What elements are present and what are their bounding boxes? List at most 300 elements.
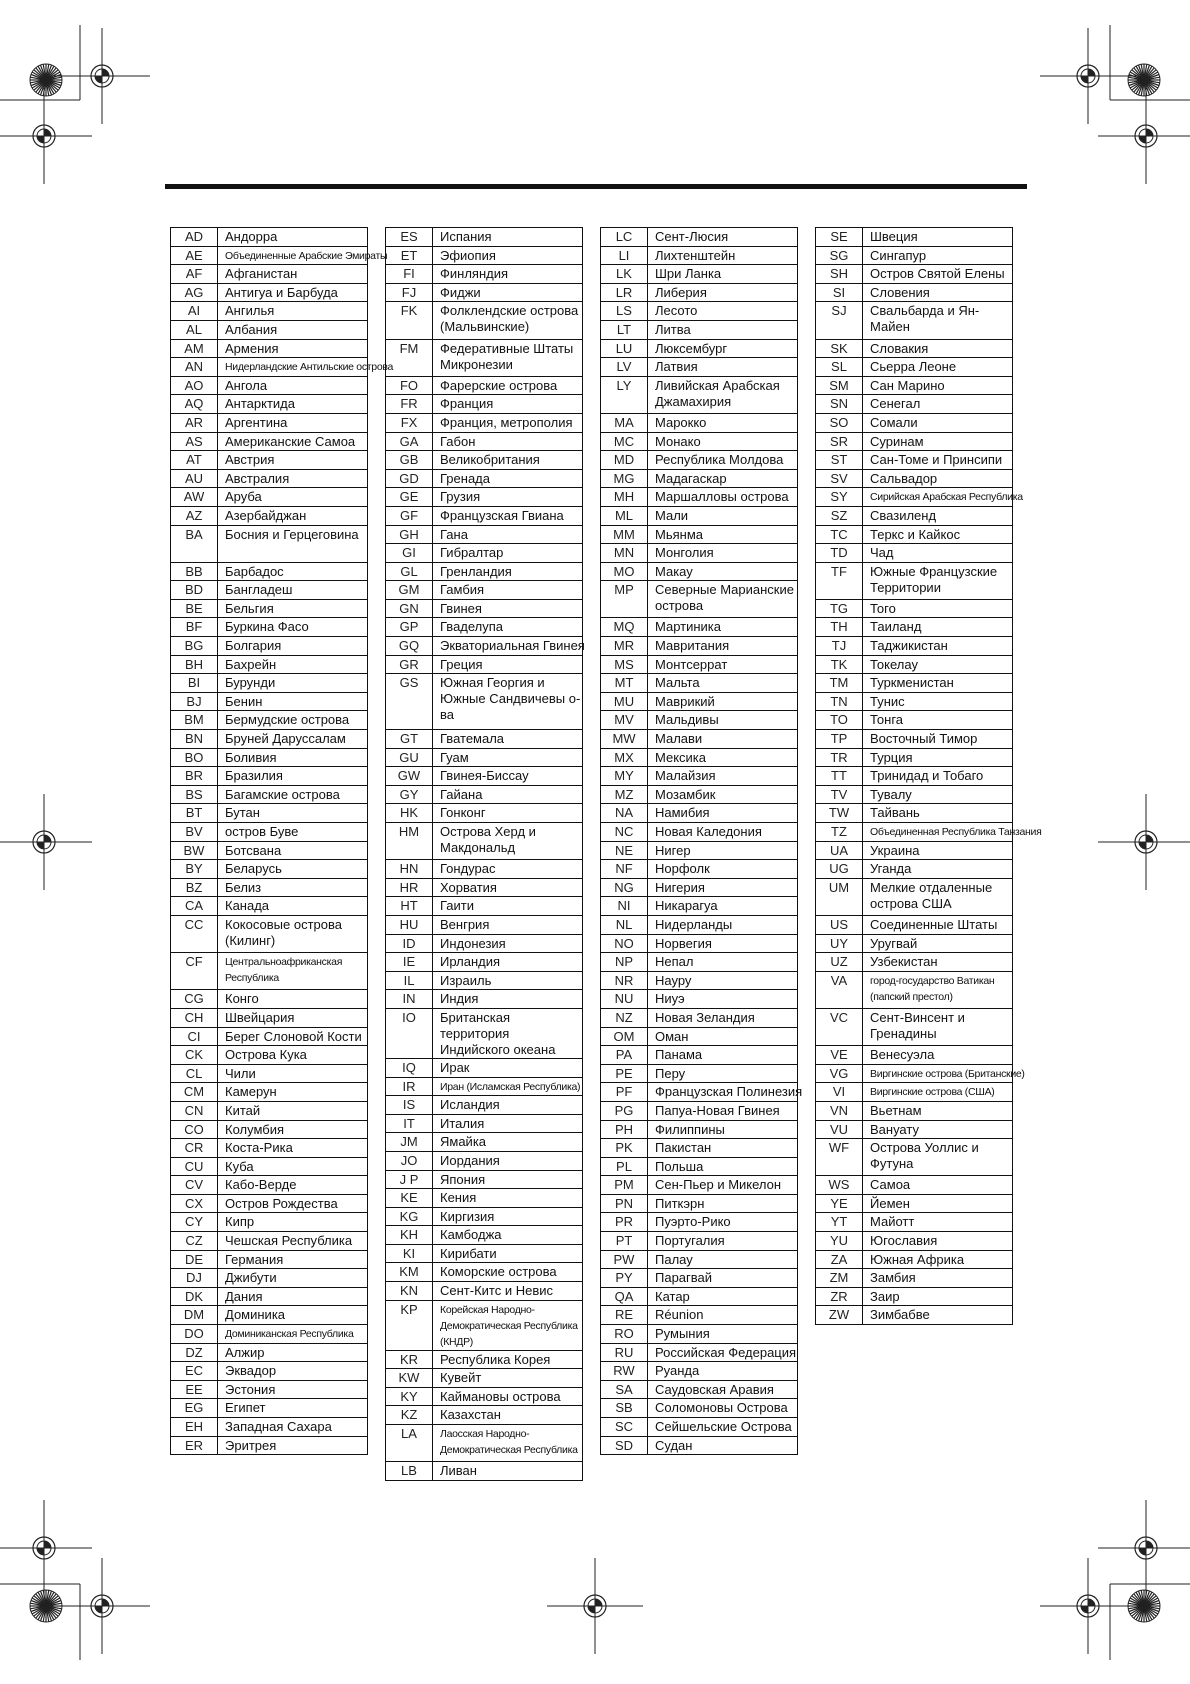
country-code: MO <box>601 562 648 581</box>
country-code: PE <box>601 1064 648 1083</box>
country-code: LA <box>386 1425 433 1462</box>
table-row <box>816 1176 1013 1195</box>
country-name: Марокко <box>648 413 798 432</box>
table-row <box>386 562 583 581</box>
country-code: CM <box>171 1083 218 1102</box>
country-name: Бангладеш <box>218 581 368 600</box>
table-row <box>171 581 368 600</box>
country-name: Ливийская Арабская Джамахирия <box>648 376 798 413</box>
country-name: Новая Зеландия <box>648 1008 798 1027</box>
starburst-icon <box>30 64 62 96</box>
country-code: PL <box>601 1157 648 1176</box>
country-name: Дания <box>218 1287 368 1306</box>
registration-target-icon <box>547 1558 643 1654</box>
country-name: Центральноафриканская Республика <box>218 953 368 990</box>
country-code: NO <box>601 934 648 953</box>
table-row <box>386 581 583 600</box>
country-name: Пакистан <box>648 1139 798 1158</box>
country-code: CY <box>171 1213 218 1232</box>
country-code: LY <box>601 376 648 413</box>
starburst-icon <box>1128 64 1160 96</box>
table-row <box>816 804 1013 823</box>
country-code: JM <box>386 1133 433 1152</box>
country-name: Судан <box>648 1436 798 1455</box>
country-code: CO <box>171 1120 218 1139</box>
country-code: LI <box>601 246 648 265</box>
country-code: LS <box>601 302 648 321</box>
table-row <box>816 488 1013 507</box>
country-code: ZM <box>816 1269 863 1288</box>
table-row <box>171 767 368 786</box>
country-name: Острова Уоллис и Футуна <box>863 1139 1013 1176</box>
country-code: ST <box>816 451 863 470</box>
country-code: GH <box>386 525 433 544</box>
table-row <box>171 1362 368 1381</box>
country-name: Фолклендские острова (Мальвинские) <box>433 302 583 339</box>
table-row <box>601 767 798 786</box>
country-code: KZ <box>386 1406 433 1425</box>
country-name: Монако <box>648 432 798 451</box>
table-row <box>386 525 583 544</box>
table-row <box>171 283 368 302</box>
country-code: CH <box>171 1008 218 1027</box>
country-name: Конго <box>218 990 368 1009</box>
country-code: FM <box>386 339 433 376</box>
country-name: Шри Ланка <box>648 265 798 284</box>
table-row <box>386 1244 583 1263</box>
country-name: Науру <box>648 971 798 990</box>
country-code: BV <box>171 823 218 842</box>
table-row <box>171 1399 368 1418</box>
country-name: Réunion <box>648 1306 798 1325</box>
country-code: AO <box>171 376 218 395</box>
country-name: Французская Гвиана <box>433 506 583 525</box>
country-name: Корейская Народно-Демократическая Республика (КНДР) <box>433 1300 583 1350</box>
country-name: Чешская Республика <box>218 1232 368 1251</box>
country-name: Ирак <box>433 1058 583 1077</box>
country-name: Макау <box>648 562 798 581</box>
table-row <box>816 1213 1013 1232</box>
table-row <box>386 1369 583 1388</box>
country-code: GI <box>386 544 433 563</box>
country-code: GU <box>386 748 433 767</box>
country-code: AW <box>171 488 218 507</box>
country-name: Габон <box>433 432 583 451</box>
country-code: AL <box>171 320 218 339</box>
country-name: Япония <box>433 1170 583 1189</box>
country-name: Швеция <box>863 228 1013 247</box>
country-name: Нидерландские Антильские острова <box>218 358 368 377</box>
country-code: HM <box>386 823 433 860</box>
country-name: Мальта <box>648 674 798 693</box>
country-code: TH <box>816 618 863 637</box>
country-name: Либерия <box>648 283 798 302</box>
table-row <box>601 432 798 451</box>
table-row <box>601 469 798 488</box>
country-name: Литва <box>648 320 798 339</box>
country-code: NF <box>601 860 648 879</box>
country-name: Перу <box>648 1064 798 1083</box>
country-name: остров Буве <box>218 823 368 842</box>
country-name: Йемен <box>863 1194 1013 1213</box>
country-name: Бермудские острова <box>218 711 368 730</box>
table-row <box>816 376 1013 395</box>
country-name: Туркменистан <box>863 674 1013 693</box>
table-row <box>601 748 798 767</box>
table-row <box>601 1325 798 1344</box>
country-name: Мартиника <box>648 618 798 637</box>
country-code: SL <box>816 358 863 377</box>
table-row <box>601 1250 798 1269</box>
table-row <box>171 878 368 897</box>
country-name: Таджикистан <box>863 637 1013 656</box>
country-name: Сейшельские Острова <box>648 1418 798 1437</box>
country-code: IR <box>386 1077 433 1096</box>
country-code: MS <box>601 655 648 674</box>
country-name: Южные Французские Территории <box>863 562 1013 599</box>
country-name: Фарерские острова <box>433 376 583 395</box>
table-row <box>386 655 583 674</box>
country-name: Антигуа и Барбуда <box>218 283 368 302</box>
country-code: TW <box>816 804 863 823</box>
table-row <box>386 283 583 302</box>
country-code: LT <box>601 320 648 339</box>
table-row <box>171 1027 368 1046</box>
table-row <box>386 953 583 972</box>
country-name: Чили <box>218 1064 368 1083</box>
table-row <box>816 878 1013 915</box>
table-row <box>386 544 583 563</box>
table-row <box>816 674 1013 693</box>
country-code: HK <box>386 804 433 823</box>
country-name: Люксембург <box>648 339 798 358</box>
table-row <box>171 506 368 525</box>
country-name: Ниуэ <box>648 990 798 1009</box>
country-code: IL <box>386 971 433 990</box>
table-row <box>601 1046 798 1065</box>
table-row <box>386 339 583 376</box>
country-name: Тайвань <box>863 804 1013 823</box>
country-name: Грузия <box>433 488 583 507</box>
country-code: MD <box>601 451 648 470</box>
country-name: Болгария <box>218 637 368 656</box>
country-name: Виргинские острова (США) <box>863 1083 1013 1102</box>
table-row <box>386 1350 583 1369</box>
table-row <box>816 860 1013 879</box>
table-row <box>816 971 1013 1008</box>
table-row <box>601 1027 798 1046</box>
country-code: BR <box>171 767 218 786</box>
table-row <box>171 823 368 842</box>
country-code: SR <box>816 432 863 451</box>
country-name: Польша <box>648 1157 798 1176</box>
country-name: Вьетнам <box>863 1101 1013 1120</box>
country-code: PF <box>601 1083 648 1102</box>
country-name: Андорра <box>218 228 368 247</box>
country-code: ZR <box>816 1287 863 1306</box>
country-name: Саудовская Аравия <box>648 1380 798 1399</box>
table-row <box>386 1282 583 1301</box>
country-code: QA <box>601 1287 648 1306</box>
country-code: FK <box>386 302 433 339</box>
table-row <box>386 265 583 284</box>
table-row <box>171 915 368 952</box>
country-name: Тувалу <box>863 785 1013 804</box>
registration-target-icon <box>1098 794 1190 890</box>
country-code: AR <box>171 413 218 432</box>
country-name: Китай <box>218 1101 368 1120</box>
table-row <box>816 358 1013 377</box>
country-code: BY <box>171 860 218 879</box>
country-name: Бурунди <box>218 674 368 693</box>
country-code: KN <box>386 1282 433 1301</box>
country-name: Гонконг <box>433 804 583 823</box>
table-row <box>601 692 798 711</box>
table-row <box>386 1263 583 1282</box>
country-name: Монголия <box>648 544 798 563</box>
country-code: LR <box>601 283 648 302</box>
country-code: SJ <box>816 302 863 339</box>
country-name: Малави <box>648 730 798 749</box>
country-code: NC <box>601 823 648 842</box>
country-code: PY <box>601 1269 648 1288</box>
table-row <box>816 711 1013 730</box>
table-row <box>601 1287 798 1306</box>
registration-target-icon <box>54 28 150 124</box>
country-code: NA <box>601 804 648 823</box>
table-row <box>816 525 1013 544</box>
country-code: AZ <box>171 506 218 525</box>
table-row <box>171 1250 368 1269</box>
table-row <box>386 804 583 823</box>
country-code: MA <box>601 413 648 432</box>
country-code: MZ <box>601 785 648 804</box>
country-code: MN <box>601 544 648 563</box>
country-name: Сьерра Леоне <box>863 358 1013 377</box>
country-name: Остров Святой Елены <box>863 265 1013 284</box>
country-name: Российская Федерация <box>648 1343 798 1362</box>
country-name: Оман <box>648 1027 798 1046</box>
table-row <box>171 897 368 916</box>
country-code: FJ <box>386 283 433 302</box>
country-code: BT <box>171 804 218 823</box>
table-row <box>601 934 798 953</box>
country-code: SY <box>816 488 863 507</box>
table-row <box>601 1064 798 1083</box>
country-name: Австралия <box>218 469 368 488</box>
registration-target-icon <box>1040 28 1136 124</box>
country-code: CL <box>171 1064 218 1083</box>
country-code: MH <box>601 488 648 507</box>
country-name: Ямайка <box>433 1133 583 1152</box>
table-row <box>386 413 583 432</box>
country-code: NU <box>601 990 648 1009</box>
country-name: Токелау <box>863 655 1013 674</box>
table-row <box>601 525 798 544</box>
country-name: Суринам <box>863 432 1013 451</box>
registration-target-icon <box>1098 88 1190 184</box>
country-name: Гамбия <box>433 581 583 600</box>
table-row <box>601 581 798 618</box>
country-code: MP <box>601 581 648 618</box>
country-code: ZA <box>816 1250 863 1269</box>
table-row <box>171 599 368 618</box>
country-code: GB <box>386 451 433 470</box>
table-row <box>601 730 798 749</box>
country-code: RU <box>601 1343 648 1362</box>
table-row <box>386 1008 583 1058</box>
table-row <box>171 990 368 1009</box>
country-code: PH <box>601 1120 648 1139</box>
country-name: Того <box>863 599 1013 618</box>
country-name: Мадагаскар <box>648 469 798 488</box>
table-row <box>601 358 798 377</box>
country-name: Объединенные Арабские Эмираты <box>218 246 368 265</box>
country-code: HR <box>386 878 433 897</box>
table-row <box>816 1232 1013 1251</box>
country-name: Словакия <box>863 339 1013 358</box>
table-row <box>386 395 583 414</box>
table-row <box>816 451 1013 470</box>
table-row <box>601 655 798 674</box>
country-name: Коморские острова <box>433 1263 583 1282</box>
country-name: Гуам <box>433 748 583 767</box>
country-code: DM <box>171 1306 218 1325</box>
country-name: Нигерия <box>648 878 798 897</box>
country-code: AF <box>171 265 218 284</box>
country-name: Мальдивы <box>648 711 798 730</box>
country-name: Кокосовые острова (Килинг) <box>218 915 368 952</box>
country-name: Французская Полинезия <box>648 1083 798 1102</box>
table-row <box>386 767 583 786</box>
country-code: BD <box>171 581 218 600</box>
table-row <box>171 637 368 656</box>
country-code: VA <box>816 971 863 1008</box>
table-row <box>386 302 583 339</box>
table-row <box>601 785 798 804</box>
country-name: Доминиканская Республика <box>218 1325 368 1344</box>
country-code: EG <box>171 1399 218 1418</box>
country-name: Тонга <box>863 711 1013 730</box>
table-row <box>386 228 583 247</box>
country-name: Маршалловы острова <box>648 488 798 507</box>
country-name: Босния и Герцеговина <box>218 525 368 562</box>
country-code: GT <box>386 730 433 749</box>
country-name: Замбия <box>863 1269 1013 1288</box>
country-code: ER <box>171 1436 218 1455</box>
table-row <box>386 971 583 990</box>
country-code: DJ <box>171 1269 218 1288</box>
country-code: DO <box>171 1325 218 1344</box>
table-row <box>816 618 1013 637</box>
country-code: MR <box>601 637 648 656</box>
country-code: BW <box>171 841 218 860</box>
country-code: MW <box>601 730 648 749</box>
table-row <box>601 302 798 321</box>
country-code: PM <box>601 1176 648 1195</box>
country-code: SA <box>601 1380 648 1399</box>
country-code: KR <box>386 1350 433 1369</box>
table-row <box>171 1157 368 1176</box>
table-row <box>171 860 368 879</box>
table-row <box>816 302 1013 339</box>
country-code: FR <box>386 395 433 414</box>
country-code: PN <box>601 1194 648 1213</box>
table-row <box>171 413 368 432</box>
table-row <box>601 637 798 656</box>
country-name: Сен-Пьер и Микелон <box>648 1176 798 1195</box>
country-name: Северные Марианские острова <box>648 581 798 618</box>
table-row <box>601 1436 798 1455</box>
table-row <box>601 283 798 302</box>
country-code: TP <box>816 730 863 749</box>
country-code: AG <box>171 283 218 302</box>
country-name: Мьянма <box>648 525 798 544</box>
country-code: GP <box>386 618 433 637</box>
table-row <box>601 674 798 693</box>
country-name: Эритрея <box>218 1436 368 1455</box>
country-code: CU <box>171 1157 218 1176</box>
country-name: Алжир <box>218 1343 368 1362</box>
country-name: Сент-Китс и Невис <box>433 1282 583 1301</box>
table-row <box>171 674 368 693</box>
country-code: BO <box>171 748 218 767</box>
registration-target-icon <box>0 1500 92 1596</box>
country-name: Соломоновы Острова <box>648 1399 798 1418</box>
table-row <box>386 599 583 618</box>
country-name: Белиз <box>218 878 368 897</box>
country-code: TM <box>816 674 863 693</box>
country-name: Острова Херд и Макдональд <box>433 823 583 860</box>
country-code: DZ <box>171 1343 218 1362</box>
country-code: DK <box>171 1287 218 1306</box>
country-name: Турция <box>863 748 1013 767</box>
table-row <box>601 1120 798 1139</box>
country-code: PA <box>601 1046 648 1065</box>
table-row <box>171 265 368 284</box>
country-code: US <box>816 915 863 934</box>
country-name: Катар <box>648 1287 798 1306</box>
country-code: NR <box>601 971 648 990</box>
country-code: GF <box>386 506 433 525</box>
table-row <box>171 488 368 507</box>
country-code: IO <box>386 1008 433 1058</box>
country-name: Бруней Даруссалам <box>218 730 368 749</box>
country-code: OM <box>601 1027 648 1046</box>
table-row <box>386 1462 583 1481</box>
country-name: Бразилия <box>218 767 368 786</box>
table-row <box>601 878 798 897</box>
country-name: Барбадос <box>218 562 368 581</box>
country-name: Федеративные Штаты Микронезии <box>433 339 583 376</box>
table-row <box>171 451 368 470</box>
country-name: Киргизия <box>433 1207 583 1226</box>
table-row <box>601 451 798 470</box>
country-name: Индонезия <box>433 934 583 953</box>
country-code: BF <box>171 618 218 637</box>
country-code: VN <box>816 1101 863 1120</box>
table-row <box>171 953 368 990</box>
table-row <box>171 1194 368 1213</box>
table-row <box>171 228 368 247</box>
country-name: Бутан <box>218 804 368 823</box>
table-row <box>171 1101 368 1120</box>
header-rule <box>165 184 1027 189</box>
country-code: ES <box>386 228 433 247</box>
country-name: Британская территория Индийского океана <box>433 1008 583 1058</box>
country-code: WF <box>816 1139 863 1176</box>
country-code: RO <box>601 1325 648 1344</box>
